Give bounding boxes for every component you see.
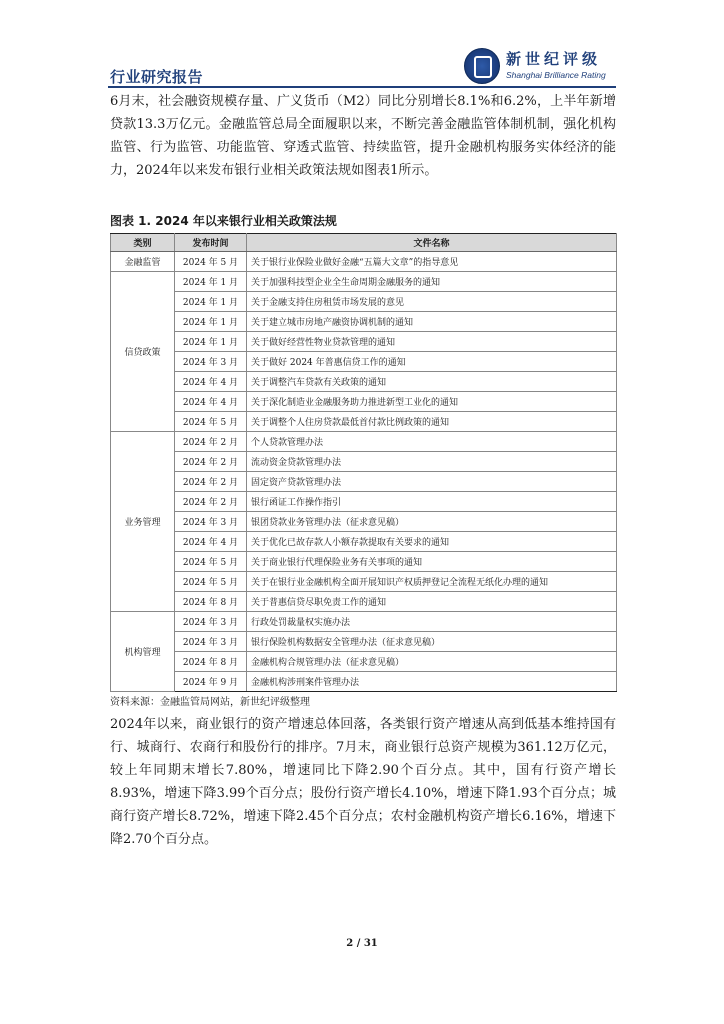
table-row [111, 492, 617, 512]
document-name-cell: 个人贷款管理办法 [247, 432, 617, 452]
table-row [111, 432, 617, 452]
company-logo [464, 46, 624, 86]
document-name-cell: 关于深化制造业金融服务助力推进新型工业化的通知 [247, 392, 617, 412]
logo-subtitle: Shanghai Brilliance Rating [506, 70, 606, 80]
date-cell: 2024 年 3 月 [175, 352, 247, 372]
date-cell: 2024 年 3 月 [175, 612, 247, 632]
table-row [111, 532, 617, 552]
date-cell: 2024 年 2 月 [175, 472, 247, 492]
category-cell: 金融监管 [111, 252, 175, 272]
table-row [111, 512, 617, 532]
page-number: 2 / 31 [346, 938, 378, 949]
document-name-cell: 关于做好 2024 年普惠信贷工作的通知 [247, 352, 617, 372]
table-row [111, 392, 617, 412]
table-row [111, 312, 617, 332]
table-row [111, 592, 617, 612]
category-cell: 信贷政策 [111, 272, 175, 432]
document-name-cell: 关于调整汽车贷款有关政策的通知 [247, 372, 617, 392]
date-cell: 2024 年 1 月 [175, 292, 247, 312]
document-name-cell: 银团贷款业务管理办法（征求意见稿） [247, 512, 617, 532]
body-paragraph-2: 2024年以来，商业银行的资产增速总体回落，各类银行资产增速从高到低基本维持国有行、城商行、农商行和股份行的排序。7月末，商业银行总资产规模为361.12万亿元，较上年同期末增长7.80%，增速同比下降2.90个百分点。其中，国有行资产增长8.93%，增速下降3.99个百分点；股份行资产增长4.10%，增速下降1.93个百分点；城商行资产增长8.72%，增速下降2.45个百分点；农村金融机构资产增长6.16%，增速下降2.70个百分点。 [110, 717, 616, 847]
document-name-cell: 关于加强科技型企业全生命周期金融服务的通知 [247, 272, 617, 292]
header-divider [108, 86, 616, 88]
report-type-title: 行业研究报告 [110, 68, 204, 86]
document-name-cell: 关于优化已故存款人小额存款提取有关要求的通知 [247, 532, 617, 552]
table-row [111, 332, 617, 352]
logo-name: 新世纪评级 [506, 50, 602, 68]
document-name-cell: 关于做好经营性物业贷款管理的通知 [247, 332, 617, 352]
date-cell: 2024 年 5 月 [175, 252, 247, 272]
category-cell: 业务管理 [111, 432, 175, 612]
header-category: 类别 [111, 234, 175, 252]
document-name-cell: 关于调整个人住房贷款最低首付款比例政策的通知 [247, 412, 617, 432]
table-row [111, 632, 617, 652]
date-cell: 2024 年 1 月 [175, 312, 247, 332]
document-name-cell: 固定资产贷款管理办法 [247, 472, 617, 492]
document-name-cell: 关于在银行业金融机构全面开展知识产权质押登记全流程无纸化办理的通知 [247, 572, 617, 592]
document-name-cell: 行政处罚裁量权实施办法 [247, 612, 617, 632]
date-cell: 2024 年 4 月 [175, 392, 247, 412]
logo-seal-icon [464, 48, 500, 84]
document-name-cell: 金融机构合规管理办法（征求意见稿） [247, 652, 617, 672]
date-cell: 2024 年 8 月 [175, 652, 247, 672]
document-name-cell: 银行保险机构数据安全管理办法（征求意见稿） [247, 632, 617, 652]
table-row [111, 572, 617, 592]
header-document-name: 文件名称 [247, 234, 617, 252]
date-cell: 2024 年 1 月 [175, 272, 247, 292]
document-name-cell: 流动资金贷款管理办法 [247, 452, 617, 472]
table-header-row [111, 234, 617, 252]
date-cell: 2024 年 8 月 [175, 592, 247, 612]
date-cell: 2024 年 1 月 [175, 332, 247, 352]
date-cell: 2024 年 2 月 [175, 452, 247, 472]
table-row [111, 452, 617, 472]
table-row [111, 672, 617, 692]
date-cell: 2024 年 2 月 [175, 492, 247, 512]
table-row [111, 552, 617, 572]
source-note: 资料来源：金融监管局网站，新世纪评级整理 [110, 697, 310, 708]
table-row [111, 412, 617, 432]
date-cell: 2024 年 5 月 [175, 552, 247, 572]
category-cell: 机构管理 [111, 612, 175, 692]
date-cell: 2024 年 4 月 [175, 532, 247, 552]
table-row [111, 472, 617, 492]
table-row [111, 652, 617, 672]
figure-title: 图表 1. 2024 年以来银行业相关政策法规 [110, 214, 337, 228]
date-cell: 2024 年 9 月 [175, 672, 247, 692]
document-name-cell: 关于银行业保险业做好金融“五篇大文章”的指导意见 [247, 252, 617, 272]
table-row [111, 372, 617, 392]
date-cell: 2024 年 5 月 [175, 572, 247, 592]
body-paragraph-1: 6月末，社会融资规模存量、广义货币（M2）同比分别增长8.1%和6.2%，上半年新增贷款13.3万亿元。金融监管总局全面履职以来，不断完善金融监管体制机制，强化机构监管、行为监管、功能监管、穿透式监管、持续监管，提升金融机构服务实体经济的能力，2024年以来发布银行业相关政策法规如图表1所示。 [110, 94, 616, 178]
date-cell: 2024 年 2 月 [175, 432, 247, 452]
date-cell: 2024 年 3 月 [175, 632, 247, 652]
document-name-cell: 金融机构涉刑案件管理办法 [247, 672, 617, 692]
table-row [111, 352, 617, 372]
table-row [111, 292, 617, 312]
date-cell: 2024 年 3 月 [175, 512, 247, 532]
document-name-cell: 关于建立城市房地产融资协调机制的通知 [247, 312, 617, 332]
table-row [111, 252, 617, 272]
policy-table [110, 233, 617, 692]
document-name-cell: 关于金融支持住房租赁市场发展的意见 [247, 292, 617, 312]
document-name-cell: 关于普惠信贷尽职免责工作的通知 [247, 592, 617, 612]
table-row [111, 272, 617, 292]
header-date: 发布时间 [175, 234, 247, 252]
document-name-cell: 银行函证工作操作指引 [247, 492, 617, 512]
date-cell: 2024 年 5 月 [175, 412, 247, 432]
date-cell: 2024 年 4 月 [175, 372, 247, 392]
table-row [111, 612, 617, 632]
document-name-cell: 关于商业银行代理保险业务有关事项的通知 [247, 552, 617, 572]
